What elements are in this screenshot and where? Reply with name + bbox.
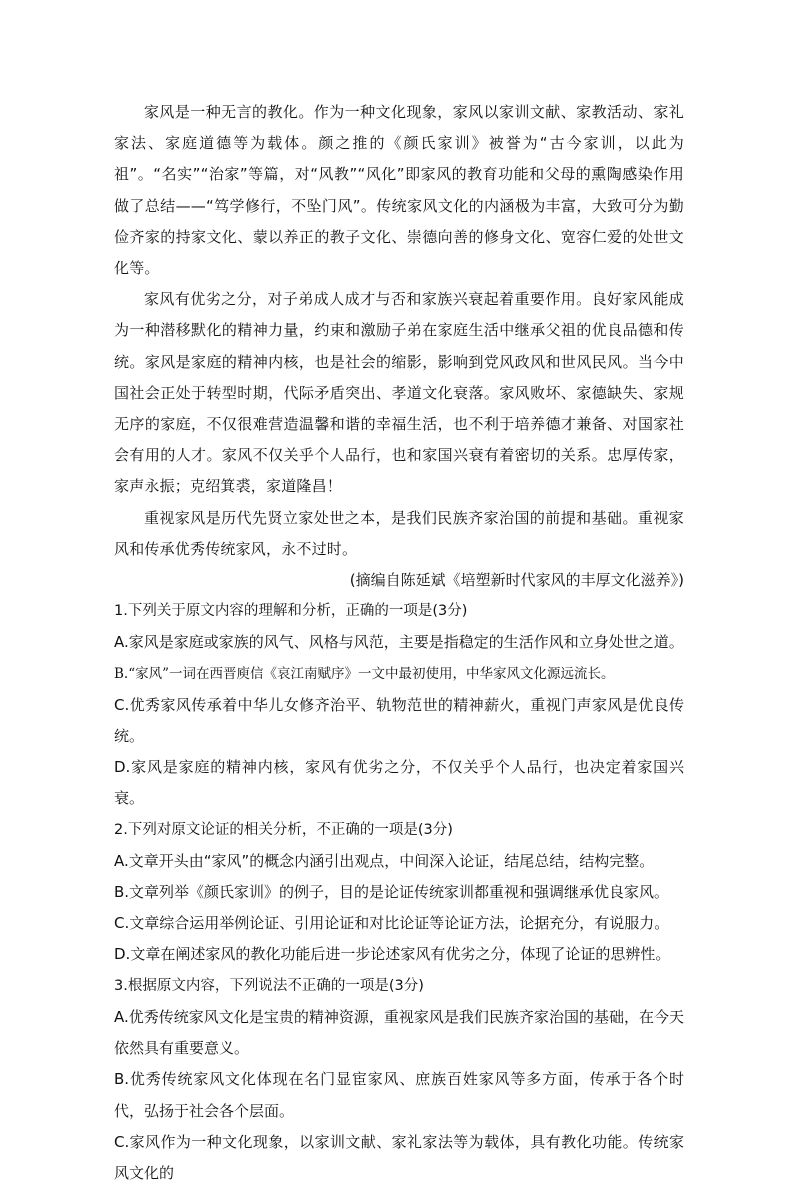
option-d: D.文章在阐述家风的教化功能后进一步论述家风有优劣之分，体现了论证的思辨性。 — [114, 945, 671, 964]
passage-source: (摘编自陈延斌《培塑新时代家风的丰厚文化滋养》) — [349, 571, 684, 590]
passage-paragraph-3: 重视家风是历代先贤立家处世之本，是我们民族齐家治国的前提和基础。重视家风和传承优秀传统家风，永不过时。 — [114, 508, 684, 558]
option-c: C.优秀家风传承着中华儿女修齐治平、轨物范世的精神薪火，重视门声家风是优良传统。 — [114, 695, 684, 746]
question-2 — [114, 815, 684, 971]
option-c: C.家风作为一种文化现象，以家训文献、家礼家法等为载体，具有教化功能。传统家风文化的 — [114, 1132, 684, 1182]
question-1 — [114, 596, 684, 814]
option-a: A.文章开头由“家风”的概念内涵引出观点，中间深入论证，结尾总结，结构完整。 — [114, 851, 655, 870]
question-3 — [114, 971, 684, 1189]
option-d: D.家风是家庭的精神内核，家风有优劣之分，不仅关乎个人品行，也决定着家国兴衰。 — [114, 758, 684, 808]
option-b: B.“家风”一词在西晋庾信《哀江南赋序》一文中最初使用，中华家风文化源远流长。 — [114, 665, 615, 682]
option-b: B.优秀传统家风文化体现在名门显宦家风、庶族百姓家风等多方面，传承于各个时代，弘扬于社会各个层面。 — [114, 1070, 684, 1120]
option-c: C.文章综合运用举例论证、引用论证和对比论证等论证方法，论据充分，有说服力。 — [114, 914, 670, 933]
passage-paragraph-1: 家风是一种无言的教化。作为一种文化现象，家风以家训文献、家教活动、家礼家法、家庭道德等为载体。颜之推的《颜氏家训》被誉为“古今家训，以此为祖”。“名实”“治家”等篇，对“风教”“风化”即家风的教育功能和父母的熏陶感染作用做了总结——“笃学修行，不坠门风”。传统家风文化的内涵极为丰富，大致可分为勤俭齐家的持家文化、蒙以养正的教子文化、崇德向善的修身文化、宽容仁爱的处世文化等。 — [114, 103, 684, 278]
option-a: A.家风是家庭或家族的风气、风格与风范，主要是指稳定的生活作风和立身处世之道。 — [114, 633, 684, 652]
question-title: 1.下列关于原文内容的理解和分析，正确的一项是(3分) — [114, 603, 468, 620]
question-title: 2.下列对原文论证的相关分析，不正确的一项是(3分) — [114, 821, 453, 838]
option-b: B.文章列举《颜氏家训》的例子，目的是论证传统家训都重视和强调继承优良家风。 — [114, 883, 670, 902]
passage-paragraph-2: 家风有优劣之分，对子弟成人成才与否和家族兴衰起着重要作用。良好家风能成为一种潜移默化的精神力量，约束和激励子弟在家庭生活中继承父祖的优良品德和传统。家风是家庭的精神内核，也是社会的缩影，影响到党风政风和世风民风。当今中国社会正处于转型时期，代际矛盾突出、孝道文化衰落。家风败坏、家德缺失、家规无序的家庭，不仅很难营造温馨和谐的幸福生活，也不利于培养德才兼备、对国家社会有用的人才。家风不仅关乎个人品行，也和家国兴衰有着密切的关系。忠厚传家，家声永振；克绍箕裘，家道隆昌！ — [114, 290, 684, 496]
document-page — [114, 97, 684, 1189]
option-a: A.优秀传统家风文化是宝贵的精神资源，重视家风是我们民族齐家治国的基础，在今天依然具有重要意义。 — [114, 1007, 684, 1058]
question-title: 3.根据原文内容，下列说法不正确的一项是(3分) — [114, 977, 424, 994]
